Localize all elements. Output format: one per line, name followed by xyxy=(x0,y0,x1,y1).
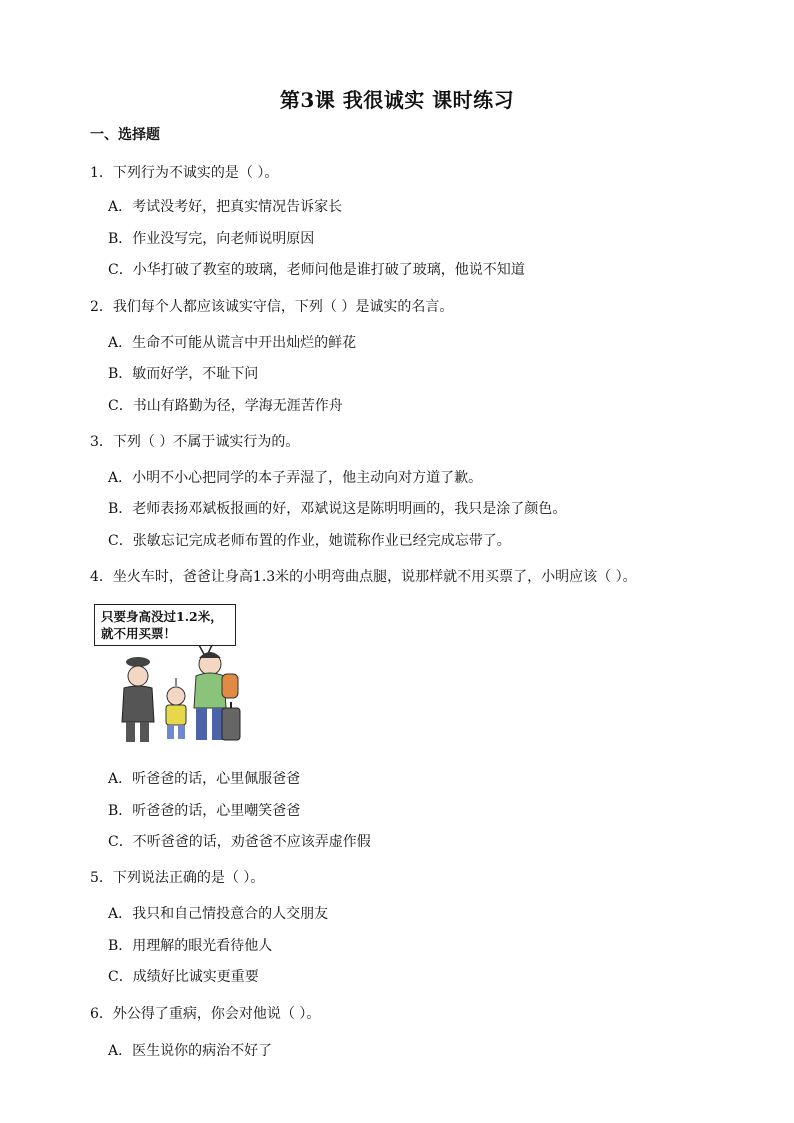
option: C．不听爸爸的话，劝爸爸不应该弄虚作假 xyxy=(108,834,371,850)
question-stem: 3．下列（ ）不属于诚实行为的。 xyxy=(90,434,300,450)
option: B．老师表扬邓斌板报画的好，邓斌说这是陈明明画的，我只是涂了颜色。 xyxy=(108,501,567,517)
question-stem: 4．坐火车时，爸爸让身高1.3米的小明弯曲点腿，说那样就不用买票了，小明应该（ ）。 xyxy=(90,569,637,585)
train-ticket-illustration xyxy=(94,604,244,749)
option: C．张敏忘记完成老师布置的作业，她谎称作业已经完成忘带了。 xyxy=(108,533,511,549)
question-stem: 2．我们每个人都应该诚实守信，下列（ ）是诚实的名言。 xyxy=(90,299,454,315)
question-stem: 6．外公得了重病，你会对他说（ ）。 xyxy=(90,1006,321,1022)
option: C．小华打破了教室的玻璃，老师问他是谁打破了玻璃，他说不知道 xyxy=(108,262,525,278)
option: A．听爸爸的话，心里佩服爸爸 xyxy=(108,771,301,787)
speech-line: 就不用买票！ xyxy=(101,626,177,641)
option: A．我只和自己情投意合的人交朋友 xyxy=(108,906,329,922)
speech-bubble xyxy=(94,604,236,646)
option: B．敏而好学，不耻下问 xyxy=(108,366,259,382)
option: C．书山有路勤为径，学海无涯苦作舟 xyxy=(108,398,343,414)
question-stem: 5．下列说法正确的是（ ）。 xyxy=(90,870,265,886)
option: A．生命不可能从谎言中开出灿烂的鲜花 xyxy=(108,335,357,351)
option: B．用理解的眼光看待他人 xyxy=(108,938,273,954)
speech-line: 只要身高没过1.2米， xyxy=(101,609,223,624)
question-stem: 1．下列行为不诚实的是（ ）。 xyxy=(90,165,279,181)
section-heading: 一、选择题 xyxy=(90,127,160,143)
option: C．成绩好比诚实更重要 xyxy=(108,969,259,985)
option: B．作业没写完，向老师说明原因 xyxy=(108,231,315,247)
option: A．医生说你的病治不好了 xyxy=(108,1043,273,1059)
option: A．小明不小心把同学的本子弄湿了，他主动向对方道了歉。 xyxy=(108,470,483,486)
page-title: 第3课 我很诚实 课时练习 xyxy=(279,88,515,112)
option: B．听爸爸的话，心里嘲笑爸爸 xyxy=(108,803,301,819)
option: A．考试没考好，把真实情况告诉家长 xyxy=(108,199,343,215)
